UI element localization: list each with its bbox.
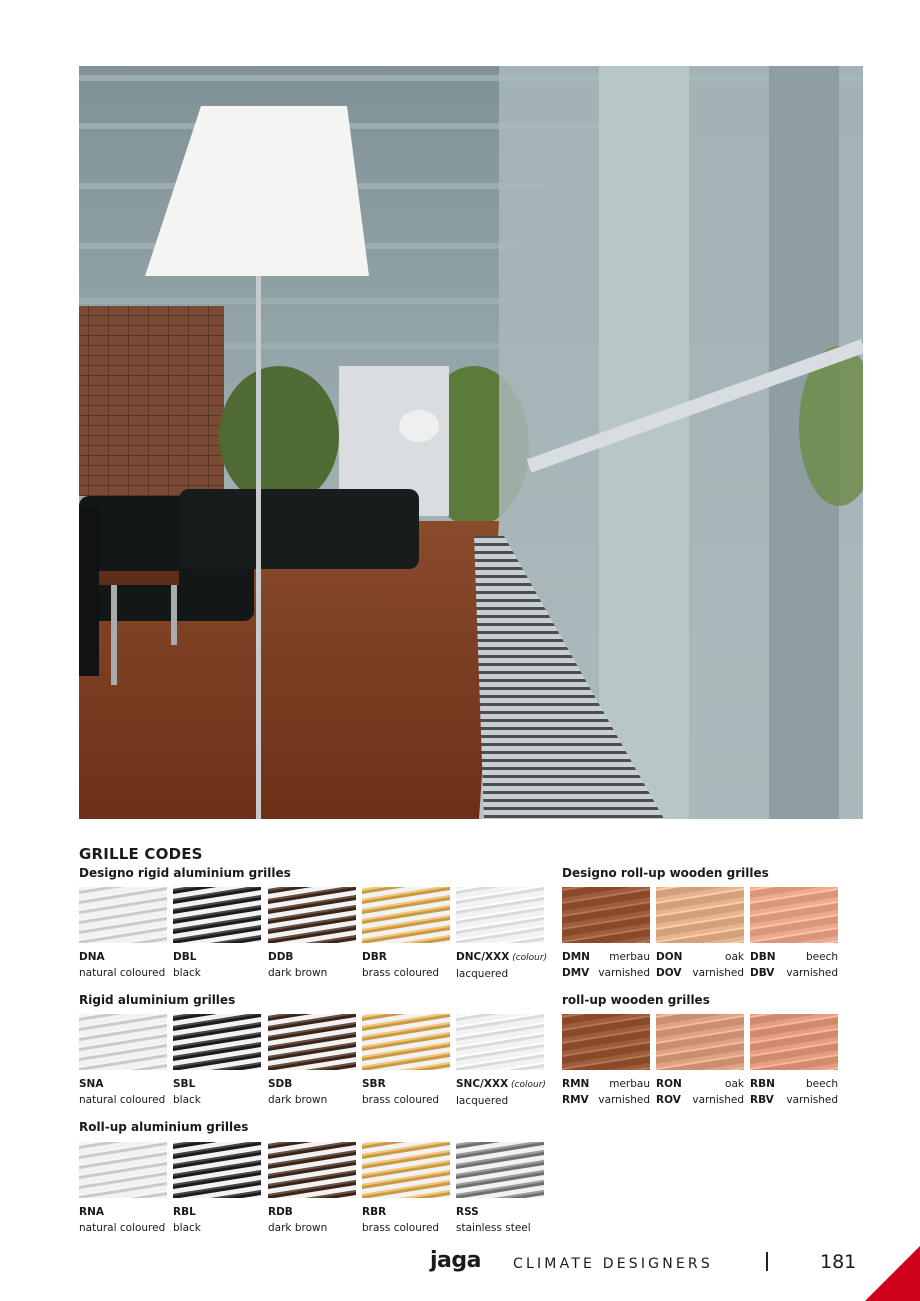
brand-logo: jaga [430,1248,481,1273]
wood-grille-code: DBV [750,966,775,979]
grille-code-label [362,1205,439,1236]
grille-swatch [456,887,544,943]
grille-description: black [173,1093,201,1106]
wood-grille-swatch [656,1014,744,1070]
wood-grille-description: beech [805,951,838,963]
wood-grille-row [562,1077,650,1093]
grille-code-label [173,1077,201,1108]
grille-code: RBR [362,1206,387,1218]
corner-accent [865,1246,920,1301]
grille-swatch [173,1142,261,1198]
wood-grille-code-label [750,1077,838,1108]
wood-grille-code: DMN [562,951,590,963]
wood-grille-swatch [750,1014,838,1070]
wood-grille-swatch [656,887,744,943]
grille-code-label [456,1205,531,1236]
grille-code: SBL [173,1078,196,1090]
grille-code-label [79,1205,165,1236]
wood-grille-code: DMV [562,966,590,979]
wood-grille-code: RMN [562,1078,590,1090]
grille-code: RSS [456,1206,479,1218]
grille-code: SBR [362,1078,386,1090]
wood-grille-description: oak [725,951,744,963]
grille-code: DBL [173,951,197,963]
grille-code-label [456,1077,546,1109]
wood-grille-row [656,950,744,966]
grille-swatch [79,1014,167,1070]
grille-code-label [268,950,327,981]
wood-grille-row [656,1077,744,1093]
wood-grille-description: beech [805,1078,838,1090]
wood-grille-description: varnished [786,1093,838,1106]
wood-grille-row [750,1077,838,1093]
wood-grille-code-label [656,950,744,981]
grille-description: dark brown [268,966,328,979]
grille-description: stainless steel [456,1221,531,1234]
wood-grille-swatch [562,1014,650,1070]
grille-description: natural coloured [79,1221,166,1234]
grille-swatch [362,887,450,943]
grille-code: SNC/XXX (colour) [456,1078,546,1090]
wood-grille-row [750,966,838,982]
wood-grille-code: RON [656,1078,682,1090]
wood-grille-code: ROV [656,1093,681,1106]
wood-grille-code-label [656,1077,744,1108]
group-title-designo-rigid: Designo rigid aluminium grilles [79,866,291,880]
grille-swatch [173,887,261,943]
wood-grille-row [750,950,838,966]
grille-swatch [456,1142,544,1198]
wood-grille-code: DOV [656,966,682,979]
grille-code: DDB [268,951,294,963]
grille-code: DBR [362,951,387,963]
wood-grille-code-label [750,950,838,981]
grille-description: natural coloured [79,966,166,979]
wood-grille-row [656,1093,744,1109]
wood-grille-code-label [562,950,650,981]
grille-description: lacquered [456,1094,509,1107]
hero-photo [79,66,863,819]
tagline: CLIMATE DESIGNERS [513,1256,713,1272]
wood-grille-row [562,1093,650,1109]
wood-grille-description: oak [725,1078,744,1090]
wood-grille-code: RMV [562,1093,589,1106]
grille-swatch [79,887,167,943]
wood-grille-code-label [562,1077,650,1108]
wood-grille-description: varnished [692,966,744,979]
grille-code: RBL [173,1206,196,1218]
grille-swatch [362,1142,450,1198]
wood-grille-row [562,966,650,982]
wood-grille-code: RBV [750,1093,774,1106]
grille-code-label [173,950,201,981]
grille-swatch [362,1014,450,1070]
grille-swatch [173,1014,261,1070]
wood-grille-description: merbau [609,951,650,963]
grille-description: dark brown [268,1221,328,1234]
wood-grille-swatch [750,887,838,943]
grille-description: natural coloured [79,1093,166,1106]
wood-grille-description: merbau [609,1078,650,1090]
wood-grille-code: DON [656,951,683,963]
wood-grille-description: varnished [786,966,838,979]
grille-code-label [79,950,165,981]
wood-grille-swatch [562,887,650,943]
grille-description: black [173,966,201,979]
wood-grille-code: RBN [750,1078,775,1090]
grille-swatch [268,887,356,943]
footer-separator [766,1252,768,1271]
wood-grille-code: DBN [750,951,776,963]
grille-code-label [268,1077,327,1108]
grille-description: brass coloured [362,1093,440,1106]
grille-code: SDB [268,1078,293,1090]
grille-code-label [362,950,439,981]
wood-grille-description: varnished [692,1093,744,1106]
grille-description: brass coloured [362,966,440,979]
grille-description: brass coloured [362,1221,440,1234]
grille-code-label [79,1077,165,1108]
group-title-rigid: Rigid aluminium grilles [79,993,236,1007]
wood-grille-row [750,1093,838,1109]
wood-grille-description: varnished [598,1093,650,1106]
grille-description: lacquered [456,967,509,980]
wood-grille-row [562,950,650,966]
grille-description: black [173,1221,201,1234]
grille-code-label [268,1205,327,1236]
grille-swatch [268,1142,356,1198]
grille-code-label [362,1077,439,1108]
grille-code-suffix: (colour) [509,953,548,963]
wood-grille-row [656,966,744,982]
grille-code-label [456,950,547,982]
section-title: GRILLE CODES [79,845,203,863]
grille-description: dark brown [268,1093,328,1106]
grille-swatch [268,1014,356,1070]
grille-code: DNA [79,951,105,963]
grille-code: RNA [79,1206,104,1218]
grille-swatch [456,1014,544,1070]
group-title-rollup-wood: roll-up wooden grilles [562,993,710,1007]
grille-code: DNC/XXX (colour) [456,951,548,963]
group-title-rollup-alu: Roll-up aluminium grilles [79,1120,249,1134]
grille-code: SNA [79,1078,104,1090]
page-number: 181 [820,1251,857,1273]
group-title-designo-wood: Designo roll-up wooden grilles [562,866,769,880]
grille-swatch [79,1142,167,1198]
wood-grille-description: varnished [598,966,650,979]
grille-code: RDB [268,1206,293,1218]
grille-code-suffix: (colour) [508,1080,546,1090]
grille-code-label [173,1205,201,1236]
